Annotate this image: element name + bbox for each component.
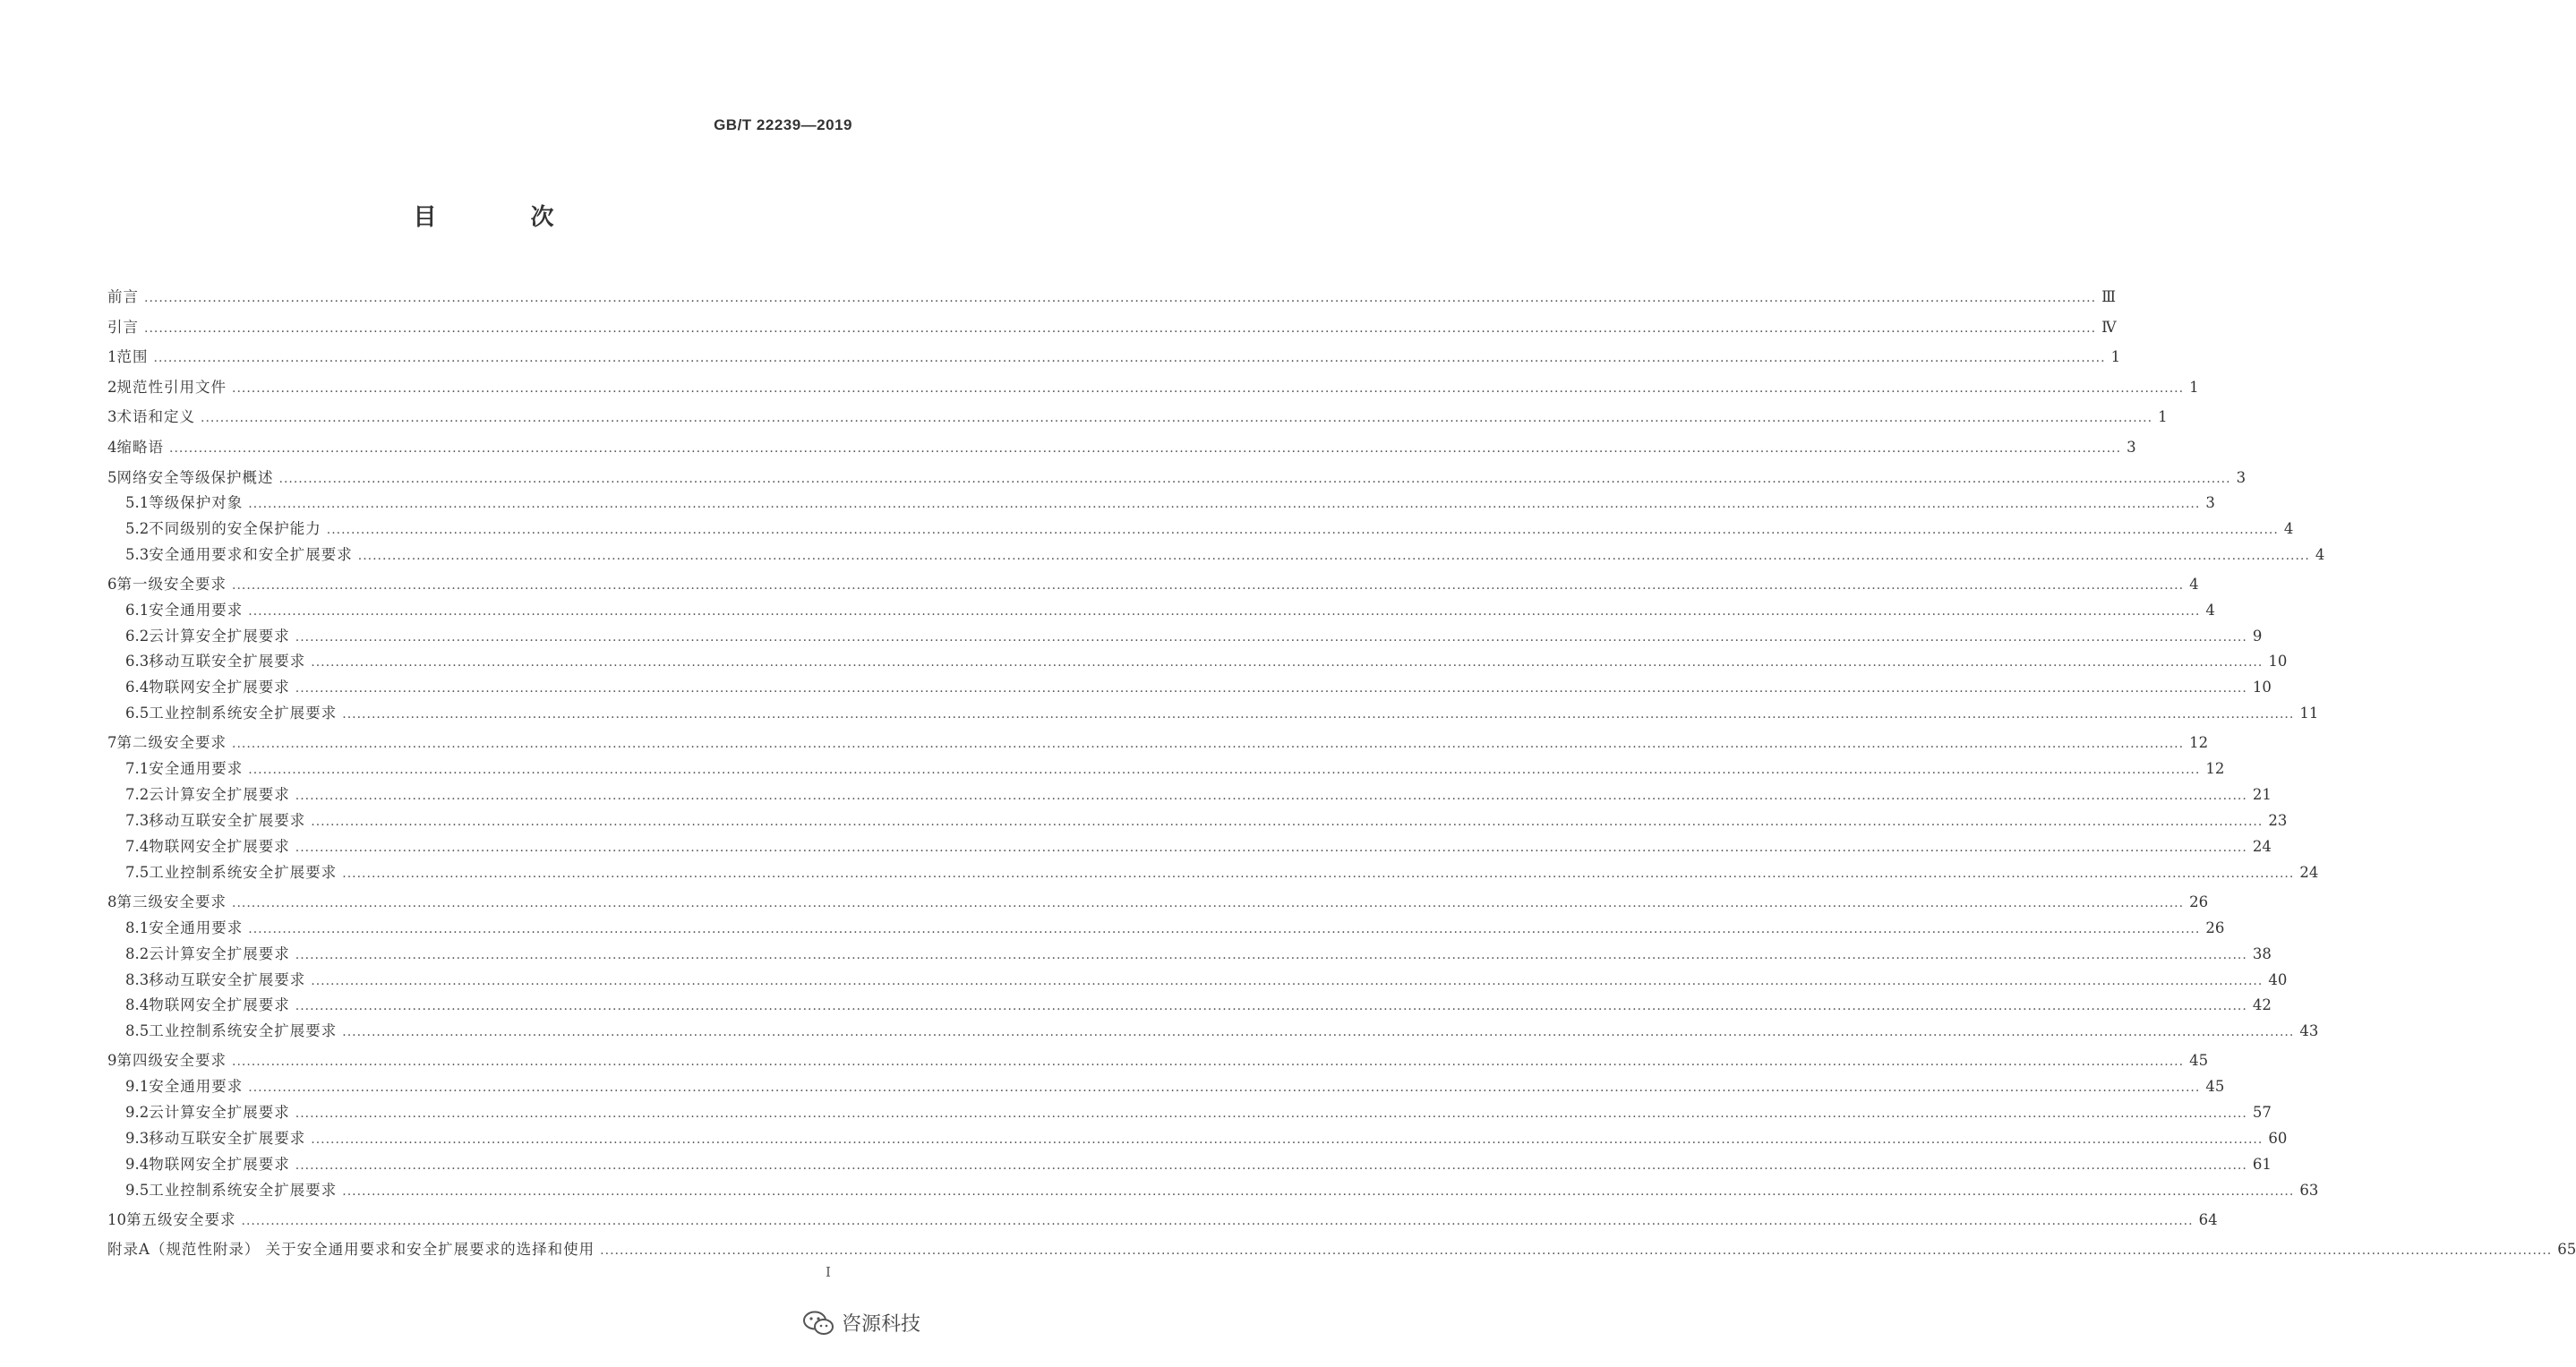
toc-entry-label: 第一级安全要求 — [116, 576, 227, 593]
toc-entry-number: 9.2 — [125, 1104, 150, 1121]
toc-entry-label: 第四级安全要求 — [116, 1052, 227, 1069]
toc-entry — [107, 1237, 2576, 1259]
toc-entry-page: 65 — [2557, 1241, 2576, 1258]
toc-entry-label: 物联网安全扩展要求 — [149, 996, 290, 1013]
toc-entry-page: 45 — [2205, 1078, 2225, 1095]
toc-leader-dots: ................................................................................................................................................................................................................................................................................................................................................................................................................ — [248, 922, 2201, 936]
toc-entry-page: 57 — [2252, 1104, 2272, 1121]
toc-leader-dots: ................................................................................................................................................................................................................................................................................................................................................................................................................ — [278, 472, 2231, 486]
toc-entry-page: 10 — [2268, 653, 2288, 670]
toc-entry — [107, 808, 2288, 830]
toc-entry-page: 4 — [2205, 602, 2215, 619]
toc-entry-label: 第三级安全要求 — [116, 893, 227, 910]
toc-entry-page: 10 — [2252, 679, 2272, 696]
toc-entry-page: 64 — [2198, 1211, 2218, 1228]
toc-leader-dots: ................................................................................................................................................................................................................................................................................................................................................................................................................ — [326, 523, 2279, 537]
toc-entry-page: 40 — [2268, 971, 2288, 988]
page-title: 目 次 — [413, 204, 597, 231]
toc-leader-dots: ................................................................................................................................................................................................................................................................................................................................................................................................................ — [295, 1158, 2247, 1173]
toc-entry-label: 术语和定义 — [116, 408, 195, 425]
toc-entry-number: 9 — [107, 1052, 117, 1069]
toc-entry-label: 安全通用要求 — [149, 1078, 244, 1095]
toc-entry-number: 9.1 — [125, 1078, 150, 1095]
toc-entry-page: 1 — [2110, 348, 2121, 365]
toc-leader-dots: ................................................................................................................................................................................................................................................................................................................................................................................................................ — [342, 867, 2295, 881]
toc-leader-dots: ................................................................................................................................................................................................................................................................................................................................................................................................................ — [201, 411, 2153, 425]
toc-leader-dots: ................................................................................................................................................................................................................................................................................................................................................................................................................ — [311, 655, 2264, 670]
toc-entry-page: 60 — [2268, 1130, 2288, 1147]
toc-entry-page: 3 — [2236, 469, 2247, 486]
toc-entry-number: 9.3 — [125, 1130, 150, 1147]
toc-entry-page: 1 — [2189, 379, 2199, 396]
toc-entry-page: 42 — [2252, 996, 2272, 1013]
toc-entry-page: 38 — [2252, 945, 2272, 962]
toc-entry-label: 移动互联安全扩展要求 — [149, 653, 306, 670]
toc-entry-page: 63 — [2299, 1182, 2319, 1199]
toc-entry-label: 引言 — [107, 319, 139, 336]
toc-entry-page: 1 — [2158, 408, 2168, 425]
toc-entry-page: 26 — [2189, 893, 2209, 910]
toc-entry-label: 范围 — [116, 348, 149, 365]
toc-entry-number: 8.4 — [125, 996, 150, 1013]
toc-entry — [107, 1100, 2272, 1122]
toc-entry — [107, 834, 2272, 856]
toc-entry-label: 网络安全等级保护概述 — [116, 469, 274, 486]
toc-entry-label: 前言 — [107, 288, 139, 305]
toc-entry-page: 24 — [2299, 864, 2319, 881]
toc-leader-dots: ................................................................................................................................................................................................................................................................................................................................................................................................................ — [248, 604, 2201, 619]
toc-entry-label: 安全通用要求 — [149, 919, 244, 936]
toc-entry-label: 安全通用要求 — [149, 602, 244, 619]
toc-entry-number: 6.3 — [125, 653, 150, 670]
toc-entry — [107, 405, 2168, 426]
toc-entry-number: 10 — [107, 1211, 126, 1228]
toc-entry-label: 第二级安全要求 — [116, 734, 227, 751]
toc-entry-label: 缩略语 — [116, 439, 164, 456]
toc-entry-number: 8.5 — [125, 1022, 150, 1039]
toc-entry-label: 物联网安全扩展要求 — [149, 838, 290, 855]
toc-entry-page: 3 — [2127, 439, 2136, 456]
toc-entry — [107, 860, 2319, 882]
standard-code: GB/T 22239—2019 — [714, 116, 852, 133]
toc-entry — [107, 993, 2272, 1014]
toc-entry — [107, 1126, 2288, 1148]
toc-leader-dots: ................................................................................................................................................................................................................................................................................................................................................................................................................ — [295, 681, 2247, 696]
toc-leader-dots: ................................................................................................................................................................................................................................................................................................................................................................................................................ — [232, 896, 2185, 910]
toc-entry — [107, 782, 2272, 804]
toc-entry-label: 工业控制系统安全扩展要求 — [149, 1182, 338, 1199]
toc-entry — [107, 968, 2288, 989]
toc-leader-dots: ................................................................................................................................................................................................................................................................................................................................................................................................................ — [232, 737, 2185, 751]
toc-entry — [107, 1178, 2319, 1200]
toc-entry — [107, 491, 2215, 512]
toc-entry — [107, 572, 2199, 594]
toc-entry-label: 云计算安全扩展要求 — [149, 1104, 290, 1121]
toc-leader-dots: ................................................................................................................................................................................................................................................................................................................................................................................................................ — [169, 441, 2122, 456]
toc-entry-number: 6 — [107, 576, 117, 593]
toc-leader-dots: ................................................................................................................................................................................................................................................................................................................................................................................................................ — [248, 1081, 2201, 1095]
toc-entry-label: 不同级别的安全保护能力 — [149, 520, 321, 537]
toc-leader-dots: ................................................................................................................................................................................................................................................................................................................................................................................................................ — [295, 841, 2247, 855]
toc-leader-dots: ................................................................................................................................................................................................................................................................................................................................................................................................................ — [232, 381, 2185, 396]
toc-entry-number: 5.3 — [125, 546, 150, 563]
toc-entry-label: 云计算安全扩展要求 — [149, 786, 290, 803]
toc-entry-page: Ⅲ — [2101, 288, 2116, 305]
watermark — [802, 1309, 920, 1337]
toc-entry-number: 5 — [107, 469, 117, 486]
toc-entry — [107, 345, 2121, 366]
toc-entry — [107, 285, 2116, 306]
toc-leader-dots: ................................................................................................................................................................................................................................................................................................................................................................................................................ — [232, 578, 2185, 593]
toc-entry-page: 9 — [2252, 628, 2263, 645]
toc-entry-label: 附录A（规范性附录） 关于安全通用要求和安全扩展要求的选择和使用 — [107, 1241, 595, 1258]
toc-leader-dots: ................................................................................................................................................................................................................................................................................................................................................................................................................ — [248, 497, 2201, 511]
toc-entry-page: 23 — [2268, 812, 2288, 829]
toc-entry-number: 6.1 — [125, 602, 150, 619]
toc-entry-label: 移动互联安全扩展要求 — [149, 1130, 306, 1147]
toc-entry — [107, 466, 2247, 487]
toc-entry-number: 6.2 — [125, 628, 150, 645]
wechat-icon — [802, 1310, 834, 1337]
toc-entry-number: 3 — [107, 408, 117, 425]
toc-entry-page: 4 — [2283, 520, 2294, 537]
toc-leader-dots: ................................................................................................................................................................................................................................................................................................................................................................................................................ — [342, 707, 2295, 722]
watermark-text: 咨源科技 — [842, 1313, 921, 1336]
toc-entry — [107, 730, 2209, 752]
toc-leader-dots: ................................................................................................................................................................................................................................................................................................................................................................................................................ — [144, 291, 2097, 305]
toc-entry — [107, 675, 2272, 696]
toc-entry-number: 7.1 — [125, 760, 150, 777]
toc-entry-label: 规范性引用文件 — [116, 379, 227, 396]
toc-entry-number: 2 — [107, 379, 117, 396]
toc-entry-page: 24 — [2252, 838, 2272, 855]
toc-entry — [107, 315, 2117, 337]
toc-entry — [107, 890, 2209, 911]
toc-entry — [107, 375, 2199, 397]
toc-entry-label: 等级保护对象 — [149, 494, 244, 511]
toc-entry — [107, 649, 2288, 671]
toc-entry-page: 11 — [2299, 705, 2319, 722]
toc-entry-label: 安全通用要求 — [149, 760, 244, 777]
toc-entry-number: 8.2 — [125, 945, 150, 962]
toc-entry-number: 4 — [107, 439, 117, 456]
page-number: I — [826, 1264, 831, 1280]
toc-leader-dots: ................................................................................................................................................................................................................................................................................................................................................................................................................ — [144, 321, 2097, 336]
toc-leader-dots: ................................................................................................................................................................................................................................................................................................................................................................................................................ — [295, 999, 2247, 1013]
toc-entry — [107, 624, 2263, 645]
toc-entry-number: 7.3 — [125, 812, 150, 829]
toc-leader-dots: ................................................................................................................................................................................................................................................................................................................................................................................................................ — [311, 1132, 2264, 1147]
toc-entry-page: 12 — [2205, 760, 2225, 777]
toc-entry-number: 9.4 — [125, 1156, 150, 1173]
toc-entry-label: 云计算安全扩展要求 — [149, 628, 290, 645]
toc-entry-label: 工业控制系统安全扩展要求 — [149, 705, 338, 722]
toc-entry — [107, 916, 2225, 937]
toc-entry-page: 45 — [2189, 1052, 2209, 1069]
toc-leader-dots: ................................................................................................................................................................................................................................................................................................................................................................................................................ — [295, 1106, 2247, 1121]
toc-entry — [107, 1074, 2225, 1096]
toc-entry-page: 43 — [2299, 1022, 2319, 1039]
toc-leader-dots: ................................................................................................................................................................................................................................................................................................................................................................................................................ — [241, 1214, 2194, 1228]
toc-leader-dots: ................................................................................................................................................................................................................................................................................................................................................................................................................ — [342, 1184, 2295, 1199]
toc-entry-label: 物联网安全扩展要求 — [149, 679, 290, 696]
toc-entry-number: 8.3 — [125, 971, 150, 988]
toc-entry-page: 26 — [2205, 919, 2225, 936]
toc-leader-dots: ................................................................................................................................................................................................................................................................................................................................................................................................................ — [153, 351, 2106, 365]
toc-entry-label: 移动互联安全扩展要求 — [149, 971, 306, 988]
toc-entry-label: 第五级安全要求 — [126, 1211, 236, 1228]
toc-entry-label: 安全通用要求和安全扩展要求 — [149, 546, 353, 563]
toc-entry-page: 61 — [2252, 1156, 2272, 1173]
toc-entry-page: 3 — [2205, 494, 2215, 511]
toc-entry-number: 7.2 — [125, 786, 150, 803]
toc-entry — [107, 1152, 2272, 1174]
toc-entry-label: 工业控制系统安全扩展要求 — [149, 1022, 338, 1039]
toc-entry — [107, 756, 2225, 778]
toc-leader-dots: ................................................................................................................................................................................................................................................................................................................................................................................................................ — [311, 815, 2264, 829]
toc-leader-dots: ................................................................................................................................................................................................................................................................................................................................................................................................................ — [232, 1055, 2185, 1069]
toc-entry-label: 移动互联安全扩展要求 — [149, 812, 306, 829]
toc-entry-number: 8 — [107, 893, 117, 910]
toc-entry-number: 6.4 — [125, 679, 150, 696]
toc-leader-dots: ................................................................................................................................................................................................................................................................................................................................................................................................................ — [295, 789, 2247, 803]
toc-entry-number: 1 — [107, 348, 117, 365]
toc-leader-dots: ................................................................................................................................................................................................................................................................................................................................................................................................................ — [311, 974, 2264, 988]
toc-leader-dots: ................................................................................................................................................................................................................................................................................................................................................................................................................ — [357, 549, 2310, 563]
toc-entry — [107, 543, 2325, 564]
toc-entry-number: 5.2 — [125, 520, 150, 537]
toc-entry-number: 6.5 — [125, 705, 150, 722]
toc-entry-label: 工业控制系统安全扩展要求 — [149, 864, 338, 881]
toc-entry — [107, 1019, 2319, 1040]
toc-leader-dots: ................................................................................................................................................................................................................................................................................................................................................................................................................ — [295, 630, 2247, 645]
toc-entry-page: 21 — [2252, 786, 2272, 803]
toc-entry-number: 5.1 — [125, 494, 150, 511]
toc-entry — [107, 701, 2319, 722]
toc-leader-dots: ................................................................................................................................................................................................................................................................................................................................................................................................................ — [295, 948, 2247, 962]
toc-leader-dots: ................................................................................................................................................................................................................................................................................................................................................................................................................ — [342, 1025, 2295, 1039]
toc-entry-number: 7.4 — [125, 838, 150, 855]
toc-entry-label: 物联网安全扩展要求 — [149, 1156, 290, 1173]
toc-entry-number: 7 — [107, 734, 117, 751]
toc-entry-page: 4 — [2315, 546, 2325, 563]
toc-entry — [107, 435, 2136, 457]
toc-entry — [107, 1208, 2218, 1229]
toc-entry-label: 云计算安全扩展要求 — [149, 945, 290, 962]
toc-entry — [107, 1048, 2209, 1070]
toc-entry — [107, 517, 2294, 538]
toc-entry — [107, 598, 2215, 619]
toc-entry-page: 4 — [2189, 576, 2199, 593]
toc-leader-dots: ................................................................................................................................................................................................................................................................................................................................................................................................................ — [248, 763, 2201, 777]
toc-entry-page: Ⅳ — [2101, 319, 2117, 336]
toc-leader-dots: ................................................................................................................................................................................................................................................................................................................................................................................................................ — [600, 1243, 2553, 1258]
toc-entry-number: 7.5 — [125, 864, 150, 881]
toc-entry-page: 12 — [2189, 734, 2209, 751]
toc-entry-number: 8.1 — [125, 919, 150, 936]
toc-entry-number: 9.5 — [125, 1182, 150, 1199]
toc-entry — [107, 942, 2272, 963]
